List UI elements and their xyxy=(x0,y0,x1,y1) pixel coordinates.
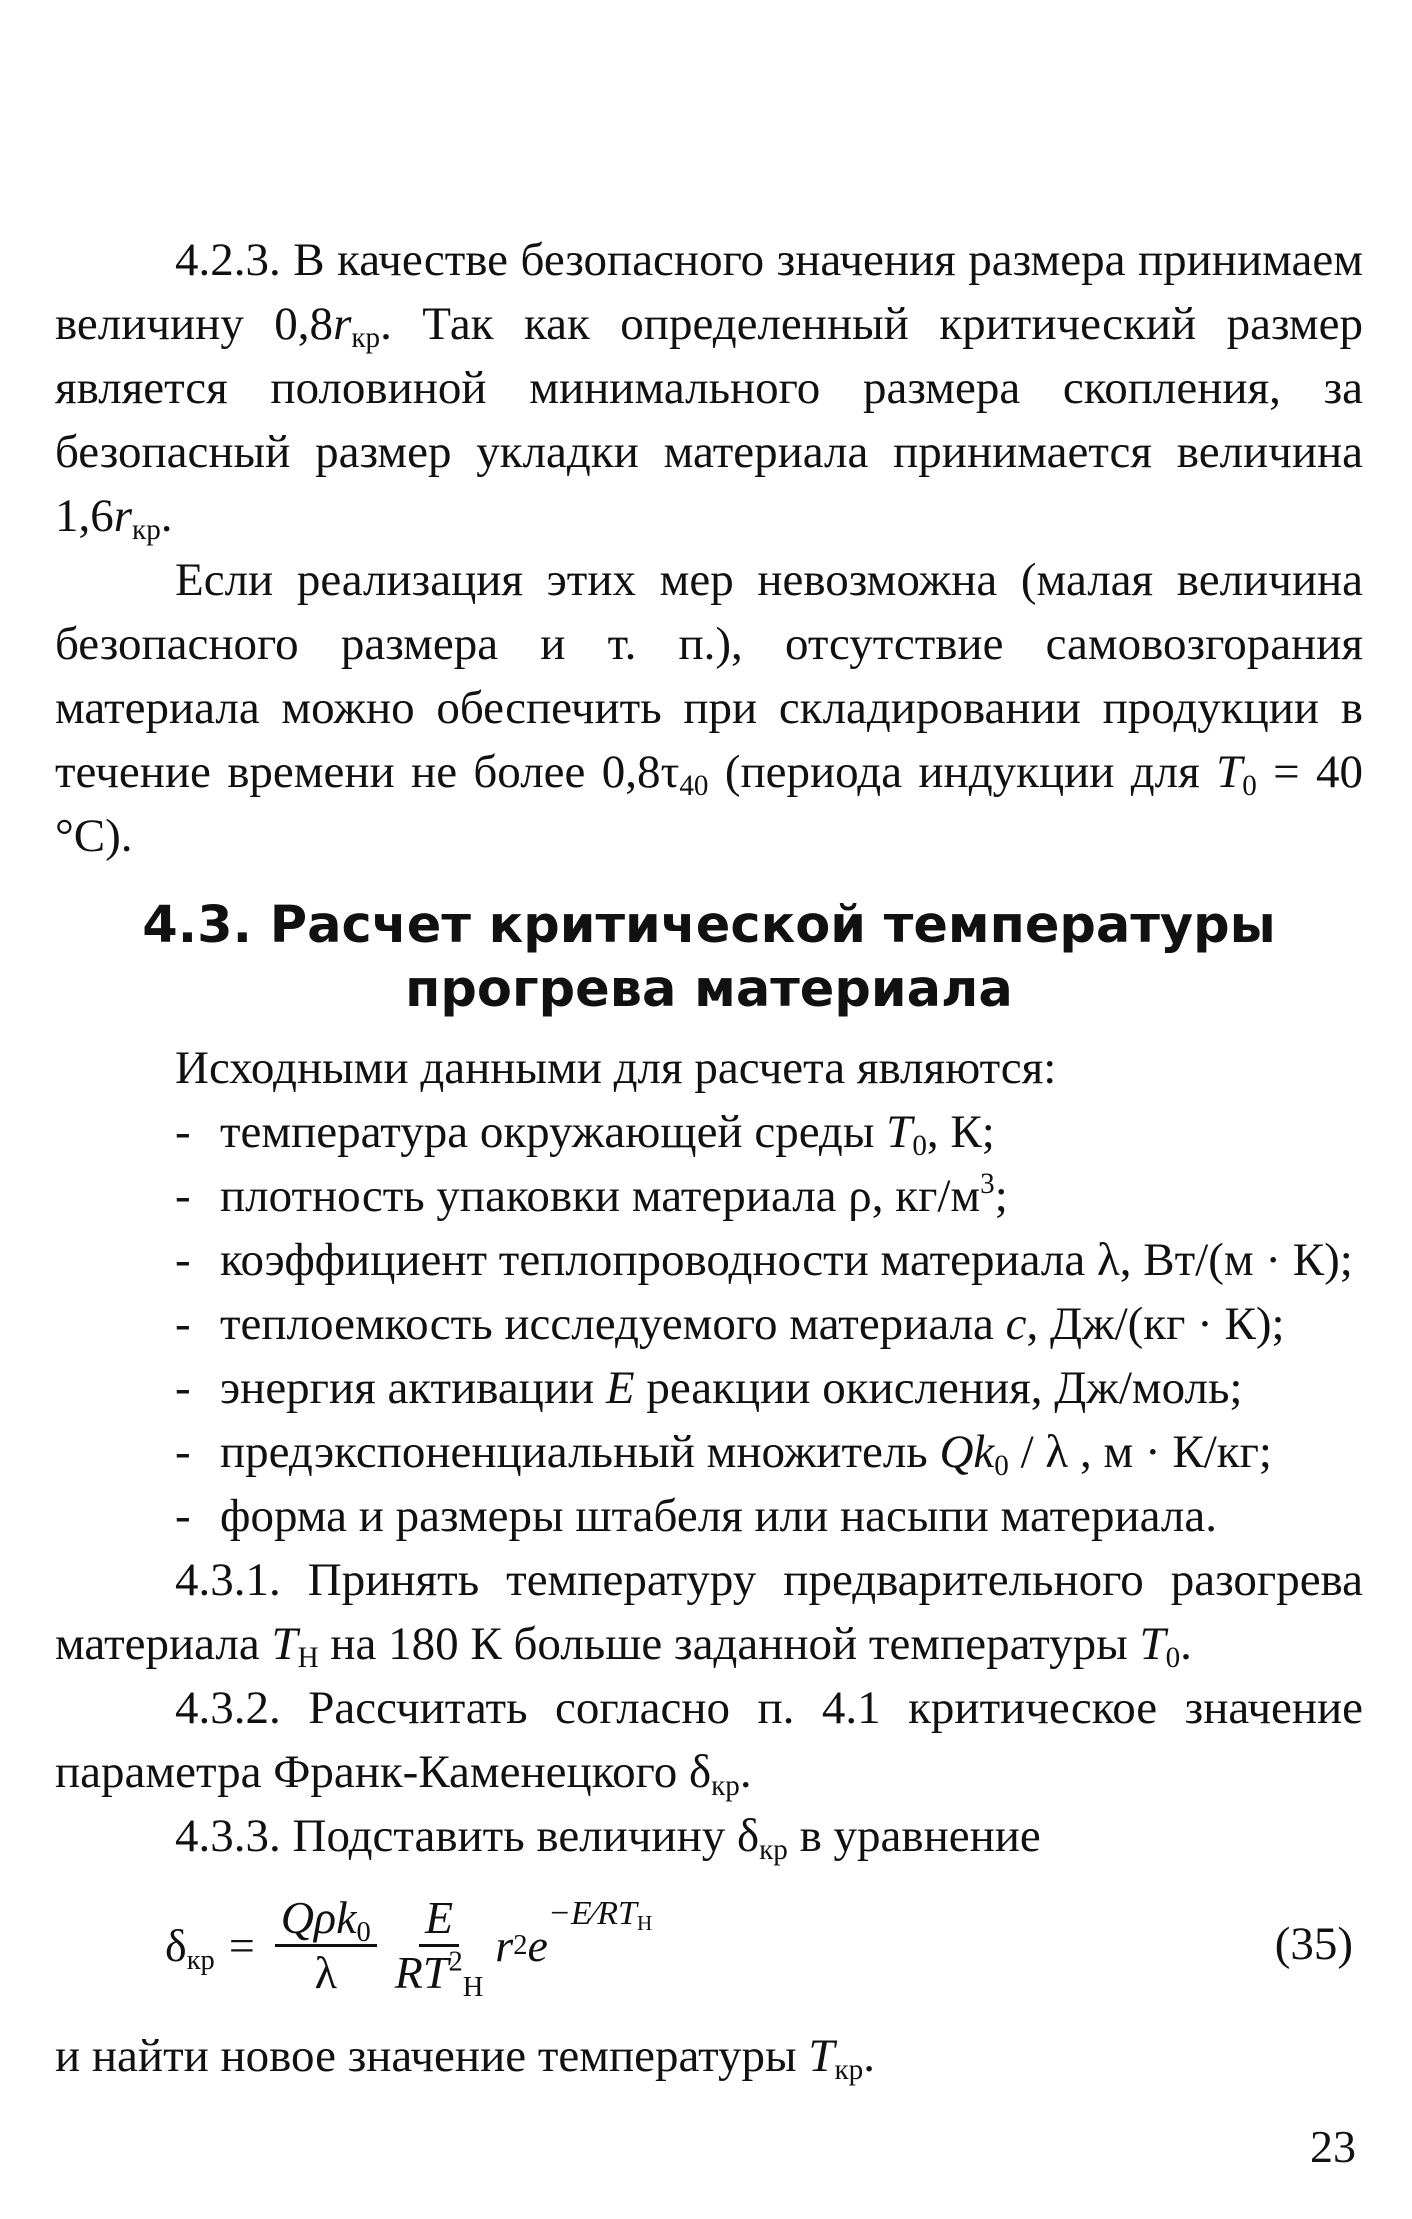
delta-symbol: δ xyxy=(165,1919,187,1971)
symbol-T: T xyxy=(1139,1618,1166,1670)
text: . xyxy=(739,1746,752,1798)
heading-line-1: 4.3. Расчет критической температуры xyxy=(142,896,1276,955)
exponent xyxy=(548,1882,652,1946)
text: (периода индукции для xyxy=(708,746,1217,798)
text: = 40 °C). xyxy=(55,746,1363,862)
list-item xyxy=(55,1420,1363,1484)
subscript: кр xyxy=(132,514,161,547)
text: в уравнение xyxy=(787,1810,1041,1862)
symbol-T: T xyxy=(886,1106,913,1158)
formula: $\delta_{кр}$ = $\frac{Q\rho k_0}{\lambda}$ $\frac{E}{RT^2_Н}$ r 2 e $-E⁄RT_Н$ xyxy=(165,1892,652,1999)
list-item xyxy=(55,1100,1363,1164)
page-body xyxy=(55,228,1363,2088)
text: реакции окисления, Дж/моль; xyxy=(634,1362,1243,1414)
subscript: кр xyxy=(186,1944,215,1976)
symbol-e: e xyxy=(527,1919,548,1971)
paragraph-4-3-3 xyxy=(55,1804,1363,1868)
equals-sign: = xyxy=(228,1919,255,1971)
text: ; xyxy=(994,1170,1008,1222)
subscript: кр xyxy=(759,1834,788,1867)
symbol-r: r xyxy=(495,1919,514,1971)
fraction-1 xyxy=(275,1892,377,1999)
subscript: 0 xyxy=(912,1130,927,1163)
text: 4.3.3. Подставить величину δ xyxy=(175,1810,760,1862)
superscript: 2 xyxy=(448,1946,463,1978)
fraction-2 xyxy=(389,1892,490,2003)
text: , Дж/(кг · К); xyxy=(1026,1298,1285,1350)
symbol-r: r xyxy=(113,490,133,542)
text: 4.3.2. Рассчитать согласно п. 4.1 критическое значение параметра Франк-Каменецкого δ xyxy=(55,1682,1363,1798)
subscript: 0 xyxy=(1242,770,1257,803)
text: . xyxy=(160,490,173,542)
text: 4.3.1. Принять температуру предварительного разогрева материала xyxy=(55,1554,1363,1670)
heading-line-2: прогрева материала xyxy=(405,960,1013,1019)
numerator-text: Qρk xyxy=(280,1892,357,1943)
text: . xyxy=(863,2030,875,2082)
subscript: кр xyxy=(351,322,381,355)
paragraph-4-2-3 xyxy=(55,228,1363,548)
symbol-c: c xyxy=(1005,1298,1027,1350)
subscript: Н xyxy=(636,1910,653,1935)
subscript: Н xyxy=(462,1971,484,2003)
exponent-numerator: −E xyxy=(547,1894,592,1932)
text: энергия активации xyxy=(220,1362,606,1414)
list-item xyxy=(55,1164,1363,1228)
subscript: кр xyxy=(834,2054,864,2087)
symbol-E: E xyxy=(605,1362,635,1414)
symbol-Qk: Qk xyxy=(939,1426,995,1478)
symbol-T: T xyxy=(808,2030,835,2082)
text: на 180 К больше заданной температуры xyxy=(318,1618,1140,1670)
paragraph-4-3-2 xyxy=(55,1676,1363,1804)
text: . Так как определенный критический размер является половиной минимального размера скопления, за безопасный размер укладки материала принимается величина 1,6 xyxy=(55,298,1363,542)
list-item xyxy=(55,1484,1363,1548)
paragraph-final xyxy=(55,2024,1363,2088)
paragraph-induction xyxy=(55,548,1363,868)
equation-35 xyxy=(55,1882,1363,2012)
subscript: 0 xyxy=(1165,1642,1181,1675)
text: форма и размеры штабеля или насыпи материала. xyxy=(220,1490,1217,1542)
list-dash: - xyxy=(175,1106,191,1158)
subscript: 0 xyxy=(356,1916,371,1948)
text: . xyxy=(1180,1618,1192,1670)
subscript: Н xyxy=(297,1642,319,1675)
text: плотность упаковки материала ρ, кг/м xyxy=(220,1170,981,1222)
text: 4.2.3. В качестве безопасного значения размера принимаем величину 0,8 xyxy=(55,234,1363,350)
text: / λ , м · К/кг; xyxy=(1008,1426,1272,1478)
text: температура окружающей среды xyxy=(220,1106,887,1158)
list-dash: - xyxy=(175,1298,191,1350)
symbol-T: T xyxy=(271,1618,298,1670)
text: предэкспоненциальный множитель xyxy=(220,1426,940,1478)
subscript: кр xyxy=(711,1770,740,1803)
list-dash: - xyxy=(175,1490,191,1542)
text: теплоемкость исследуемого материала xyxy=(220,1298,1006,1350)
fraction-denominator xyxy=(389,1946,490,2003)
formula-lhs xyxy=(165,1914,215,1978)
denominator-text: RT xyxy=(394,1947,449,1998)
subscript: 0 xyxy=(994,1450,1009,1483)
list-item xyxy=(55,1356,1363,1420)
page-number: 23 xyxy=(1310,2121,1356,2172)
text: и найти новое значение температуры xyxy=(55,2030,809,2082)
subscript: 40 xyxy=(679,770,709,803)
text: , К; xyxy=(926,1106,995,1158)
list-item xyxy=(55,1228,1363,1292)
list-item xyxy=(55,1292,1363,1356)
text: коэффициент теплопроводности материала λ, Вт/(м · К); xyxy=(220,1234,1353,1286)
fraction-numerator: E xyxy=(419,1892,459,1947)
text: Если реализация этих мер невозможна (малая величина безопасного размера и т. п.), отсутствие самовозгорания материала можно обеспечить при складировании продукции в течение времени не более 0,8τ xyxy=(55,554,1363,798)
fraction-numerator xyxy=(275,1892,377,1947)
list-dash: - xyxy=(175,1426,191,1478)
fraction-denominator: λ xyxy=(314,1947,337,1998)
list-dash: - xyxy=(175,1170,191,1222)
symbol-T: T xyxy=(1216,746,1243,798)
symbol-r: r xyxy=(333,298,352,350)
list-dash: - xyxy=(175,1234,191,1286)
section-heading xyxy=(55,894,1363,1022)
paragraph-4-3-1 xyxy=(55,1548,1363,1676)
superscript: 3 xyxy=(980,1167,995,1200)
input-data-list xyxy=(55,1100,1363,1548)
list-dash: - xyxy=(175,1362,191,1414)
intro-text: Исходными данными для расчета являются: xyxy=(175,1042,1057,1094)
equation-number: (35) xyxy=(1274,1918,1353,1970)
exponent-denominator: ⁄RT xyxy=(591,1894,637,1932)
